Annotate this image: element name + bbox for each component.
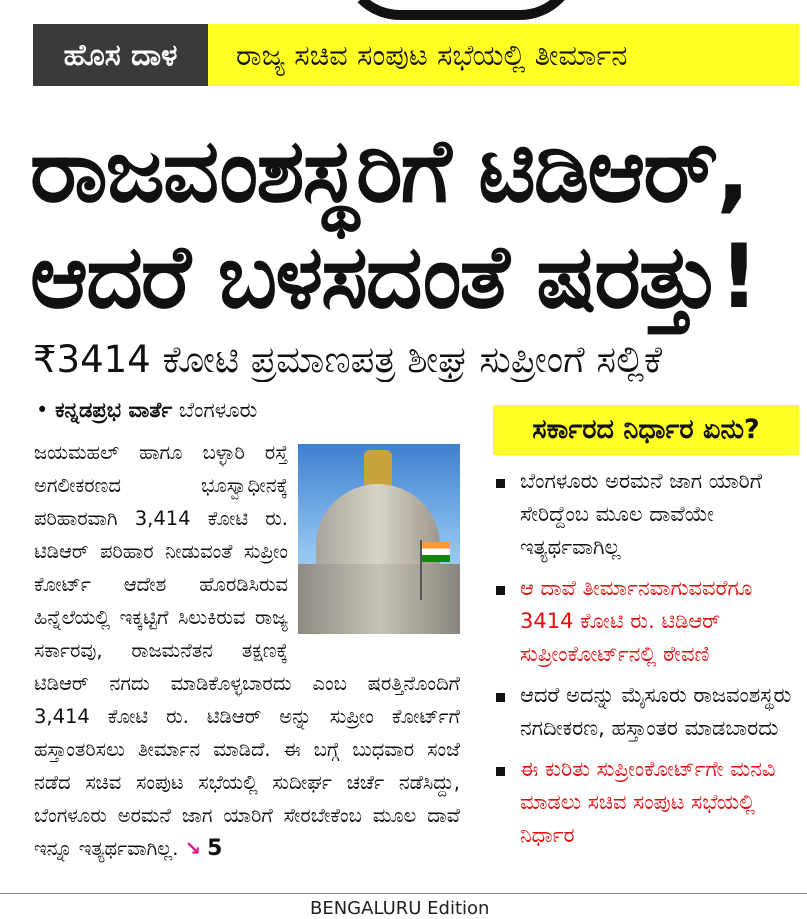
square-bullet-icon [496, 693, 505, 702]
headline-line-2: ಆದರೆ ಬಳಸದಂತೆ ಷರತ್ತು! [30, 225, 757, 328]
list-item [496, 465, 801, 564]
footer-edition: BENGALURU Edition [310, 898, 490, 919]
flag-shape [422, 542, 450, 562]
list-item [496, 753, 801, 852]
footer-divider [0, 893, 807, 894]
list-item [496, 679, 801, 745]
byline-place: ಬೆಂಗಳೂರು [178, 398, 258, 422]
list-item-text: ಆದರೆ ಅದನ್ನು ಮೈಸೂರು ರಾಜವಂಶಸ್ಥರು ನಗದೀಕರಣ, ಹಸ್ತಾಂತರ ಮಾಡಬಾರದು [520, 683, 792, 740]
headline-line-1: ರಾಜವಂಶಸ್ಥರಿಗೆ ಟಿಡಿಆರ್, [30, 119, 748, 222]
byline-source: ಕನ್ನಡಪ್ರಭ ವಾರ್ತೆ [55, 398, 173, 422]
sidebar-title: ಸರ್ಕಾರದ ನಿರ್ಧಾರ ಏನು? [493, 405, 799, 455]
vidhana-soudha-photo [298, 444, 460, 634]
section-tag: ಹೊಸ ದಾಳ [33, 24, 208, 86]
list-item-text: ಈ ಕುರಿತು ಸುಪ್ರೀಂಕೋರ್ಟ್‌ಗೇ ಮನವಿ ಮಾಡಲು ಸಚಿವ ಸಂಪುಟ ಸಭೆಯಲ್ಲಿ ನಿರ್ಧಾರ [520, 757, 776, 847]
square-bullet-icon [496, 479, 505, 488]
section-header [33, 24, 799, 86]
continue-arrow-icon: ↘ [184, 837, 201, 860]
list-item-text: ಬೆಂಗಳೂರು ಅರಮನೆ ಜಾಗ ಯಾರಿಗೆ ಸೇರಿದ್ದೆಂಬ ಮೂಲ ದಾವೆಯೇ ಇತ್ಯರ್ಥವಾಗಿಲ್ಲ [520, 469, 762, 559]
masthead-fragment [340, 0, 580, 20]
square-bullet-icon [496, 586, 505, 595]
section-title: ರಾಜ್ಯ ಸಚಿವ ಸಂಪುಟ ಸಭೆಯಲ್ಲಿ ತೀರ್ಮಾನ [208, 24, 799, 86]
continue-page-number: 5 [207, 836, 223, 861]
article-text: ಜಯಮಹಲ್ ಹಾಗೂ ಬಳ್ಳಾರಿ ರಸ್ತೆ ಅಗಲೀಕರಣದ ಭೂಸ್ವಾಧೀನಕ್ಕೆ ಪರಿಹಾರವಾಗಿ 3,414 ಕೋಟಿ ರು. ಟಿಡಿಆರ್ ಪರಿಹಾರ ನೀಡುವಂತೆ ಸುಪ್ರೀಂ ಕೋರ್ಟ್ ಆದೇಶ ಹೊರಡಿಸಿರುವ ಹಿನ್ನೆಲೆಯಲ್ಲಿ ಇಕ್ಕಟ್ಟಿಗೆ ಸಿಲುಕಿರುವ ರಾಜ್ಯ ಸರ್ಕಾರವು, ರಾಜಮನೆತನ ತಕ್ಷಣಕ್ಕೆ ಟಿಡಿಆರ್ ನಗದು ಮಾಡಿಕೊಳ್ಳಬಾರದು ಎಂಬ ಷರತ್ತಿನೊಂದಿಗೆ 3,414 ಕೋಟಿ ರು. ಟಿಡಿಆರ್ ಅನ್ನು ಸುಪ್ರೀಂ ಕೋರ್ಟ್‌ಗೆ ಹಸ್ತಾಂತರಿಸಲು ತೀರ್ಮಾನ ಮಾಡಿದೆ. ಈ ಬಗ್ಗೆ ಬುಧವಾರ ಸಂಜೆ ನಡೆದ ಸಚಿವ ಸಂಪುಟ ಸಭೆಯಲ್ಲಿ ಸುದೀರ್ಘ ಚರ್ಚೆ ನಡೆಸಿದ್ದು, ಬೆಂಗಳೂರು ಅರಮನೆ ಜಾಗ ಯಾರಿಗೆ ಸೇರಬೇಕೆಂಬ ಮೂಲ ದಾವೆ ಇನ್ನೂ ಇತ್ಯರ್ಥವಾಗಿಲ್ಲ. [34, 441, 460, 860]
byline-bullet: • [36, 398, 49, 422]
subheadline: ₹3414 ಕೋಟಿ ಪ್ರಮಾಣಪತ್ರ ಶೀಘ್ರ ಸುಪ್ರೀಂಗೆ ಸಲ್ಲಿಕೆ [33, 338, 663, 381]
byline [36, 398, 257, 423]
list-item [496, 572, 801, 671]
article-body [34, 436, 460, 865]
list-item-text: ಆ ದಾವೆ ತೀರ್ಮಾನವಾಗುವವರೆಗೂ 3414 ಕೋಟಿ ರು. ಟಿಡಿಆರ್ ಸುಪ್ರೀಂಕೋರ್ಟ್‌ನಲ್ಲಿ ಠೇವಣಿ [520, 576, 753, 666]
emblem-shape [364, 450, 392, 486]
building-base-shape [298, 564, 460, 634]
square-bullet-icon [496, 767, 505, 776]
sidebar-list [496, 465, 801, 860]
